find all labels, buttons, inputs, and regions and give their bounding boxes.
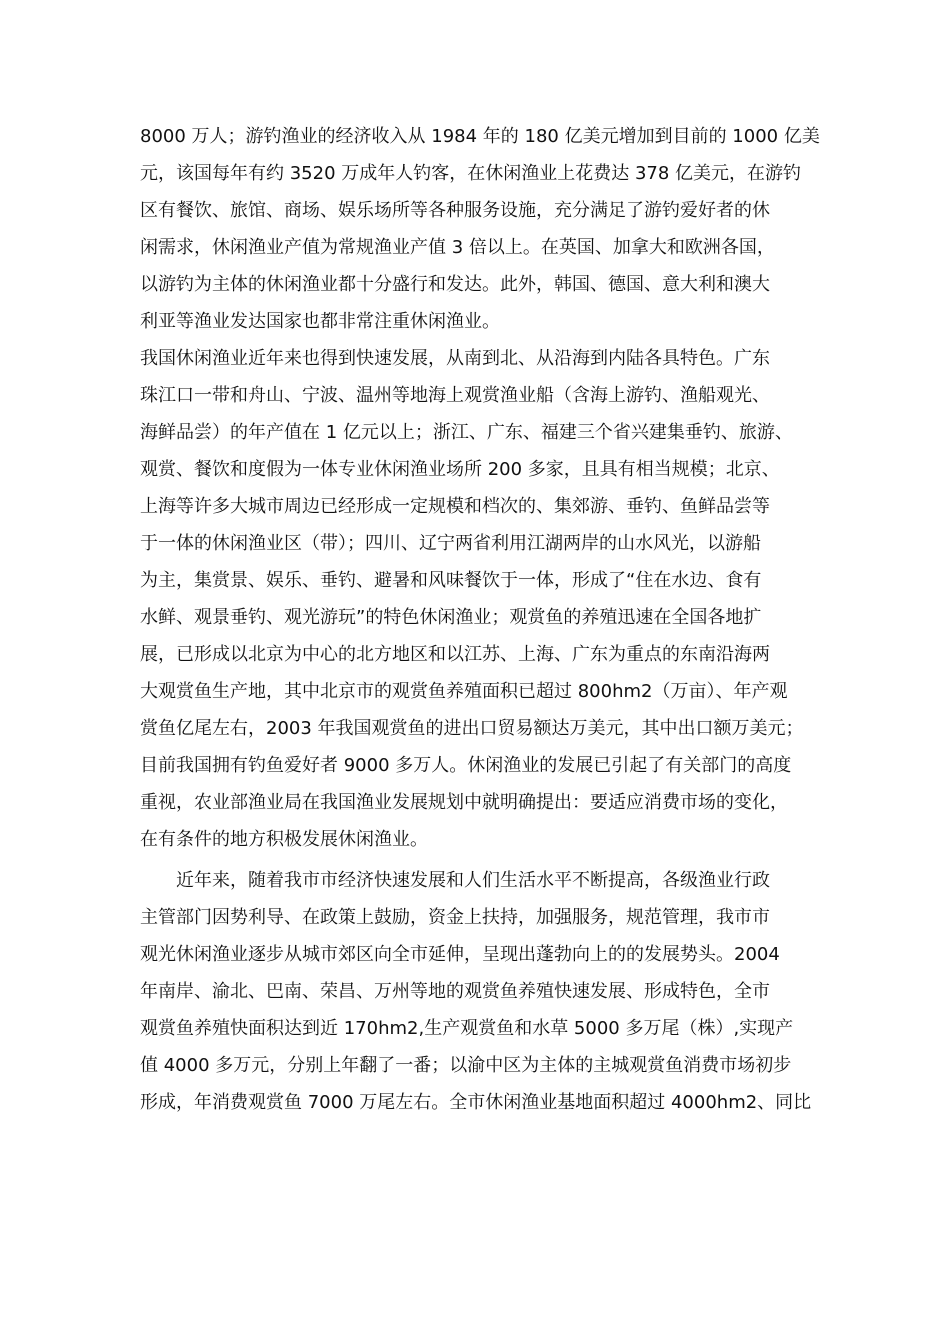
text-line: 上海等许多大城市周边已经形成一定规模和档次的、集郊游、垂钓、鱼鲜品尝等 [140, 496, 770, 517]
text-line: 我国休闲渔业近年来也得到快速发展，从南到北、从沿海到内陆各具特色。广东 [140, 348, 770, 369]
text-line: 重视，农业部渔业局在我国渔业发展规划中就明确提出：要适应消费市场的变化， [140, 792, 788, 813]
text-line: 为主，集赏景、娱乐、垂钓、避暑和风味餐饮于一体，形成了“住在水边、食有 [140, 570, 762, 591]
text-line: 8000 万人；游钓渔业的经济收入从 1984 年的 180 亿美元增加到目前的 1000 亿美 [140, 126, 820, 147]
text-line: 展，已形成以北京为中心的北方地区和以江苏、上海、广东为重点的东南沿海两 [140, 644, 770, 665]
text-line: 主管部门因势利导、在政策上鼓励，资金上扶持，加强服务，规范管理，我市市 [140, 907, 770, 928]
text-line: 利亚等渔业发达国家也都非常注重休闲渔业。 [140, 311, 500, 332]
text-line: 目前我国拥有钓鱼爱好者 9000 多万人。休闲渔业的发展已引起了有关部门的高度 [140, 755, 792, 776]
paragraph-local-leisure-fishery [140, 862, 830, 1121]
text-line: 水鲜、观景垂钓、观光游玩”的特色休闲渔业；观赏鱼的养殖迅速在全国各地扩 [140, 607, 762, 628]
text-line: 观赏、餐饮和度假为一体专业休闲渔业场所 200 多家，且具有相当规模；北京、 [140, 459, 780, 480]
text-line: 年南岸、渝北、巴南、荣昌、万州等地的观赏鱼养殖快速发展、形成特色，全市 [140, 981, 770, 1002]
text-line: 近年来，随着我市市经济快速发展和人们生活水平不断提高，各级渔业行政 [176, 870, 770, 891]
text-line: 以游钓为主体的休闲渔业都十分盛行和发达。此外，韩国、德国、意大利和澳大 [140, 274, 770, 295]
text-line: 海鲜品尝）的年产值在 1 亿元以上；浙江、广东、福建三个省兴建集垂钓、旅游、 [140, 422, 793, 443]
text-line: 元，该国每年有约 3520 万成年人钓客，在休闲渔业上花费达 378 亿美元，在游钓 [140, 163, 802, 184]
paragraph-foreign-leisure-fishery [140, 118, 830, 340]
text-line: 形成，年消费观赏鱼 7000 万尾左右。全市休闲渔业基地面积超过 4000hm2、同比 [140, 1092, 812, 1113]
text-line: 珠江口一带和舟山、宁波、温州等地海上观赏渔业船（含海上游钓、渔船观光、 [140, 385, 770, 406]
text-line: 值 4000 多万元，分别上年翻了一番；以渝中区为主体的主城观赏鱼消费市场初步 [140, 1055, 792, 1076]
paragraph-domestic-leisure-fishery [140, 340, 830, 858]
text-line: 赏鱼亿尾左右，2003 年我国观赏鱼的进出口贸易额达万美元，其中出口额万美元； [140, 718, 804, 739]
body-text [140, 118, 830, 1121]
text-line: 区有餐饮、旅馆、商场、娱乐场所等各种服务设施，充分满足了游钓爱好者的休 [140, 200, 770, 221]
text-line: 于一体的休闲渔业区（带）；四川、辽宁两省利用江湖两岸的山水风光，以游船 [140, 533, 761, 554]
text-line: 大观赏鱼生产地，其中北京市的观赏鱼养殖面积已超过 800hm2（万亩）、年产观 [140, 681, 788, 702]
text-line: 观光休闲渔业逐步从城市郊区向全市延伸，呈现出蓬勃向上的的发展势头。2004 [140, 944, 780, 965]
text-line: 闲需求，休闲渔业产值为常规渔业产值 3 倍以上。在英国、加拿大和欧洲各国， [140, 237, 775, 258]
text-line: 观赏鱼养殖快面积达到近 170hm2,生产观赏鱼和水草 5000 多万尾（株）,实现产 [140, 1018, 794, 1039]
text-line: 在有条件的地方积极发展休闲渔业。 [140, 829, 428, 850]
